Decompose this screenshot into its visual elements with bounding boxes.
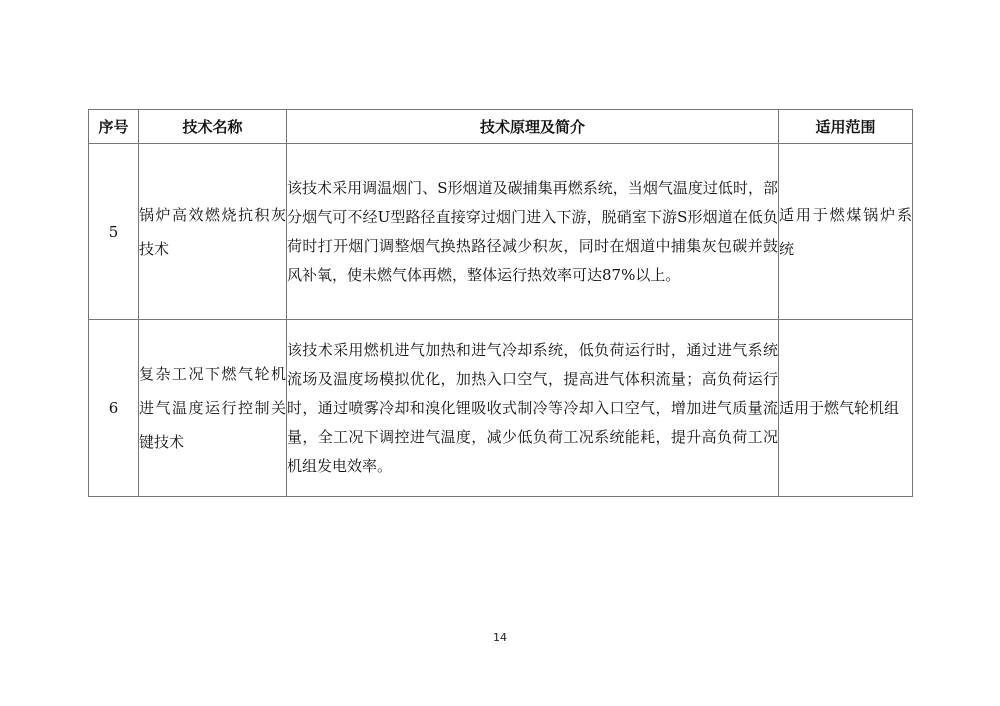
row-serial-number: 5	[89, 144, 139, 320]
table-row	[89, 320, 913, 497]
header-principle-description: 技术原理及简介	[287, 110, 779, 144]
header-application-scope: 适用范围	[779, 110, 913, 144]
row-application-scope: 适用于燃气轮机组	[779, 320, 913, 497]
table-header-row	[89, 110, 913, 144]
header-technology-name: 技术名称	[139, 110, 287, 144]
row-description: 该技术采用燃机进气加热和进气冷却系统，低负荷运行时，通过进气系统流场及温度场模拟优化，加热入口空气，提高进气体积流量；高负荷运行时，通过喷雾冷却和溴化锂吸收式制冷等冷却入口空气，增加进气质量流量，全工况下调控进气温度，减少低负荷工况系统能耗，提升高负荷工况机组发电效率。	[287, 320, 779, 497]
technology-table	[88, 109, 913, 497]
page-number: 14	[493, 631, 507, 644]
row-technology-name: 锅炉高效燃烧抗积灰技术	[139, 144, 287, 320]
header-serial-number: 序号	[89, 110, 139, 144]
row-technology-name: 复杂工况下燃气轮机进气温度运行控制关键技术	[139, 320, 287, 497]
row-description: 该技术采用调温烟门、S形烟道及碳捕集再燃系统，当烟气温度过低时，部分烟气可不经U型路径直接穿过烟门进入下游，脱硝室下游S形烟道在低负荷时打开烟门调整烟气换热路径减少积灰，同时在烟道中捕集灰包碳并鼓风补氧，使未燃气体再燃，整体运行热效率可达87%以上。	[287, 144, 779, 320]
row-application-scope: 适用于燃煤锅炉系统	[779, 144, 913, 320]
row-serial-number: 6	[89, 320, 139, 497]
table-row	[89, 144, 913, 320]
